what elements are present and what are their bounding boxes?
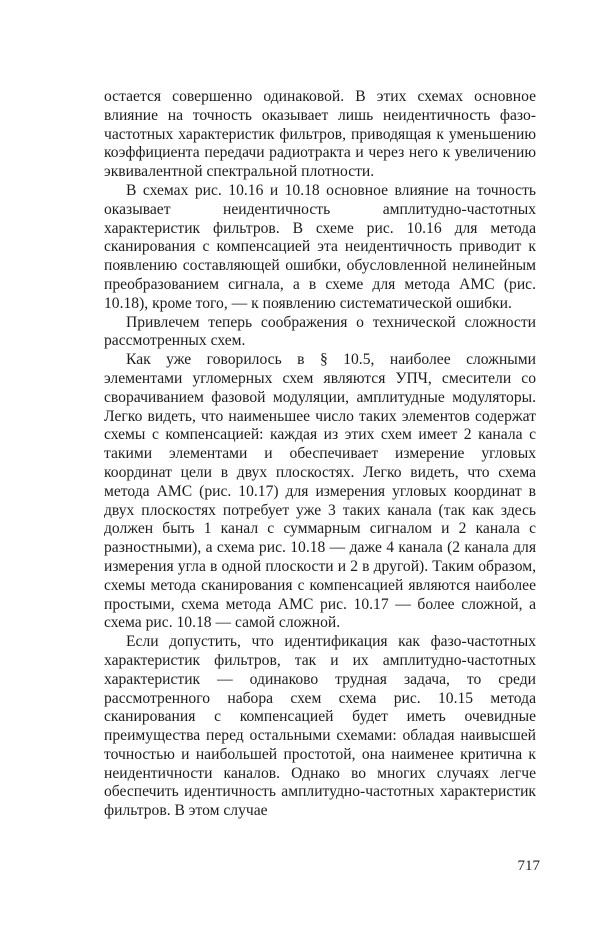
page-body — [104, 88, 536, 821]
paragraph-continuation: остается совершенно одинаковой. В этих схемах основное влияние на точность оказывает лишь неидентичность фазо-частотных характеристик фильтров, приводящая к уменьшению коэффициента передачи радиотракта и через него к увеличению эквивалентной спектральной плотности. — [104, 88, 536, 181]
paragraph-conclusion: Если допустить, что идентификация как фазо-частотных характеристик фильтров, так и их амплитудно-частотных характеристик — одинаково трудная задача, то среди рассмотренного набора схем схема рис. 10.15 метода сканирования с компенсацией будет иметь очевидные преимущества перед остальными схемами: обладая наивысшей точностью и наибольшей простотой, она наименее критична к неидентичности каналов. Однако во многих случаях легче обеспечить идентичность амплитудно-частотных характеристик фильтров. В этом случае — [104, 633, 536, 820]
paragraph-elements-comparison: Как уже говорилось в § 10.5, наиболее сложными элементами угломерных схем являются УПЧ, смесители со сворачиванием фазовой модуляции, амплитудные модуляторы. Легко видеть, что наименьшее число таких элементов содержат схемы с компенсацией: каждая из этих схем имеет 2 канала с такими элементами и обеспечивает измерение угловых координат цели в двух плоскостях. Легко видеть, что схема метода АМС (рис. 10.17) для измерения угловых координат в двух плоскостях потребует уже 3 таких канала (так как здесь должен быть 1 канал с суммарным сигналом и 2 канала с разностными), а схема рис. 10.18 — даже 4 канала (2 канала для измерения угла в одной плоскости и 2 в другой). Таким образом, схемы метода сканирования с компенсацией являются наиболее простыми, схема метода АМС рис. 10.17 — более сложной, а схема рис. 10.18 — самой сложной. — [104, 351, 536, 632]
paragraph-technical-complexity: Привлечем теперь соображения о технической сложности рассмотренных схем. — [104, 313, 536, 350]
paragraph-amplitude-characteristics: В схемах рис. 10.16 и 10.18 основное влияние на точность оказывает неидентичность амплитудно-частотных характеристик фильтров. В схеме рис. 10.16 для метода сканирования с компенсацией эта неидентичность приводит к появлению составляющей ошибки, обусловленной нелинейным преобразованием сигнала, а в схеме для метода АМС (рис. 10.18), кроме того, — к появлению систематической ошибки. — [104, 181, 536, 312]
page-number: 717 — [517, 858, 540, 874]
